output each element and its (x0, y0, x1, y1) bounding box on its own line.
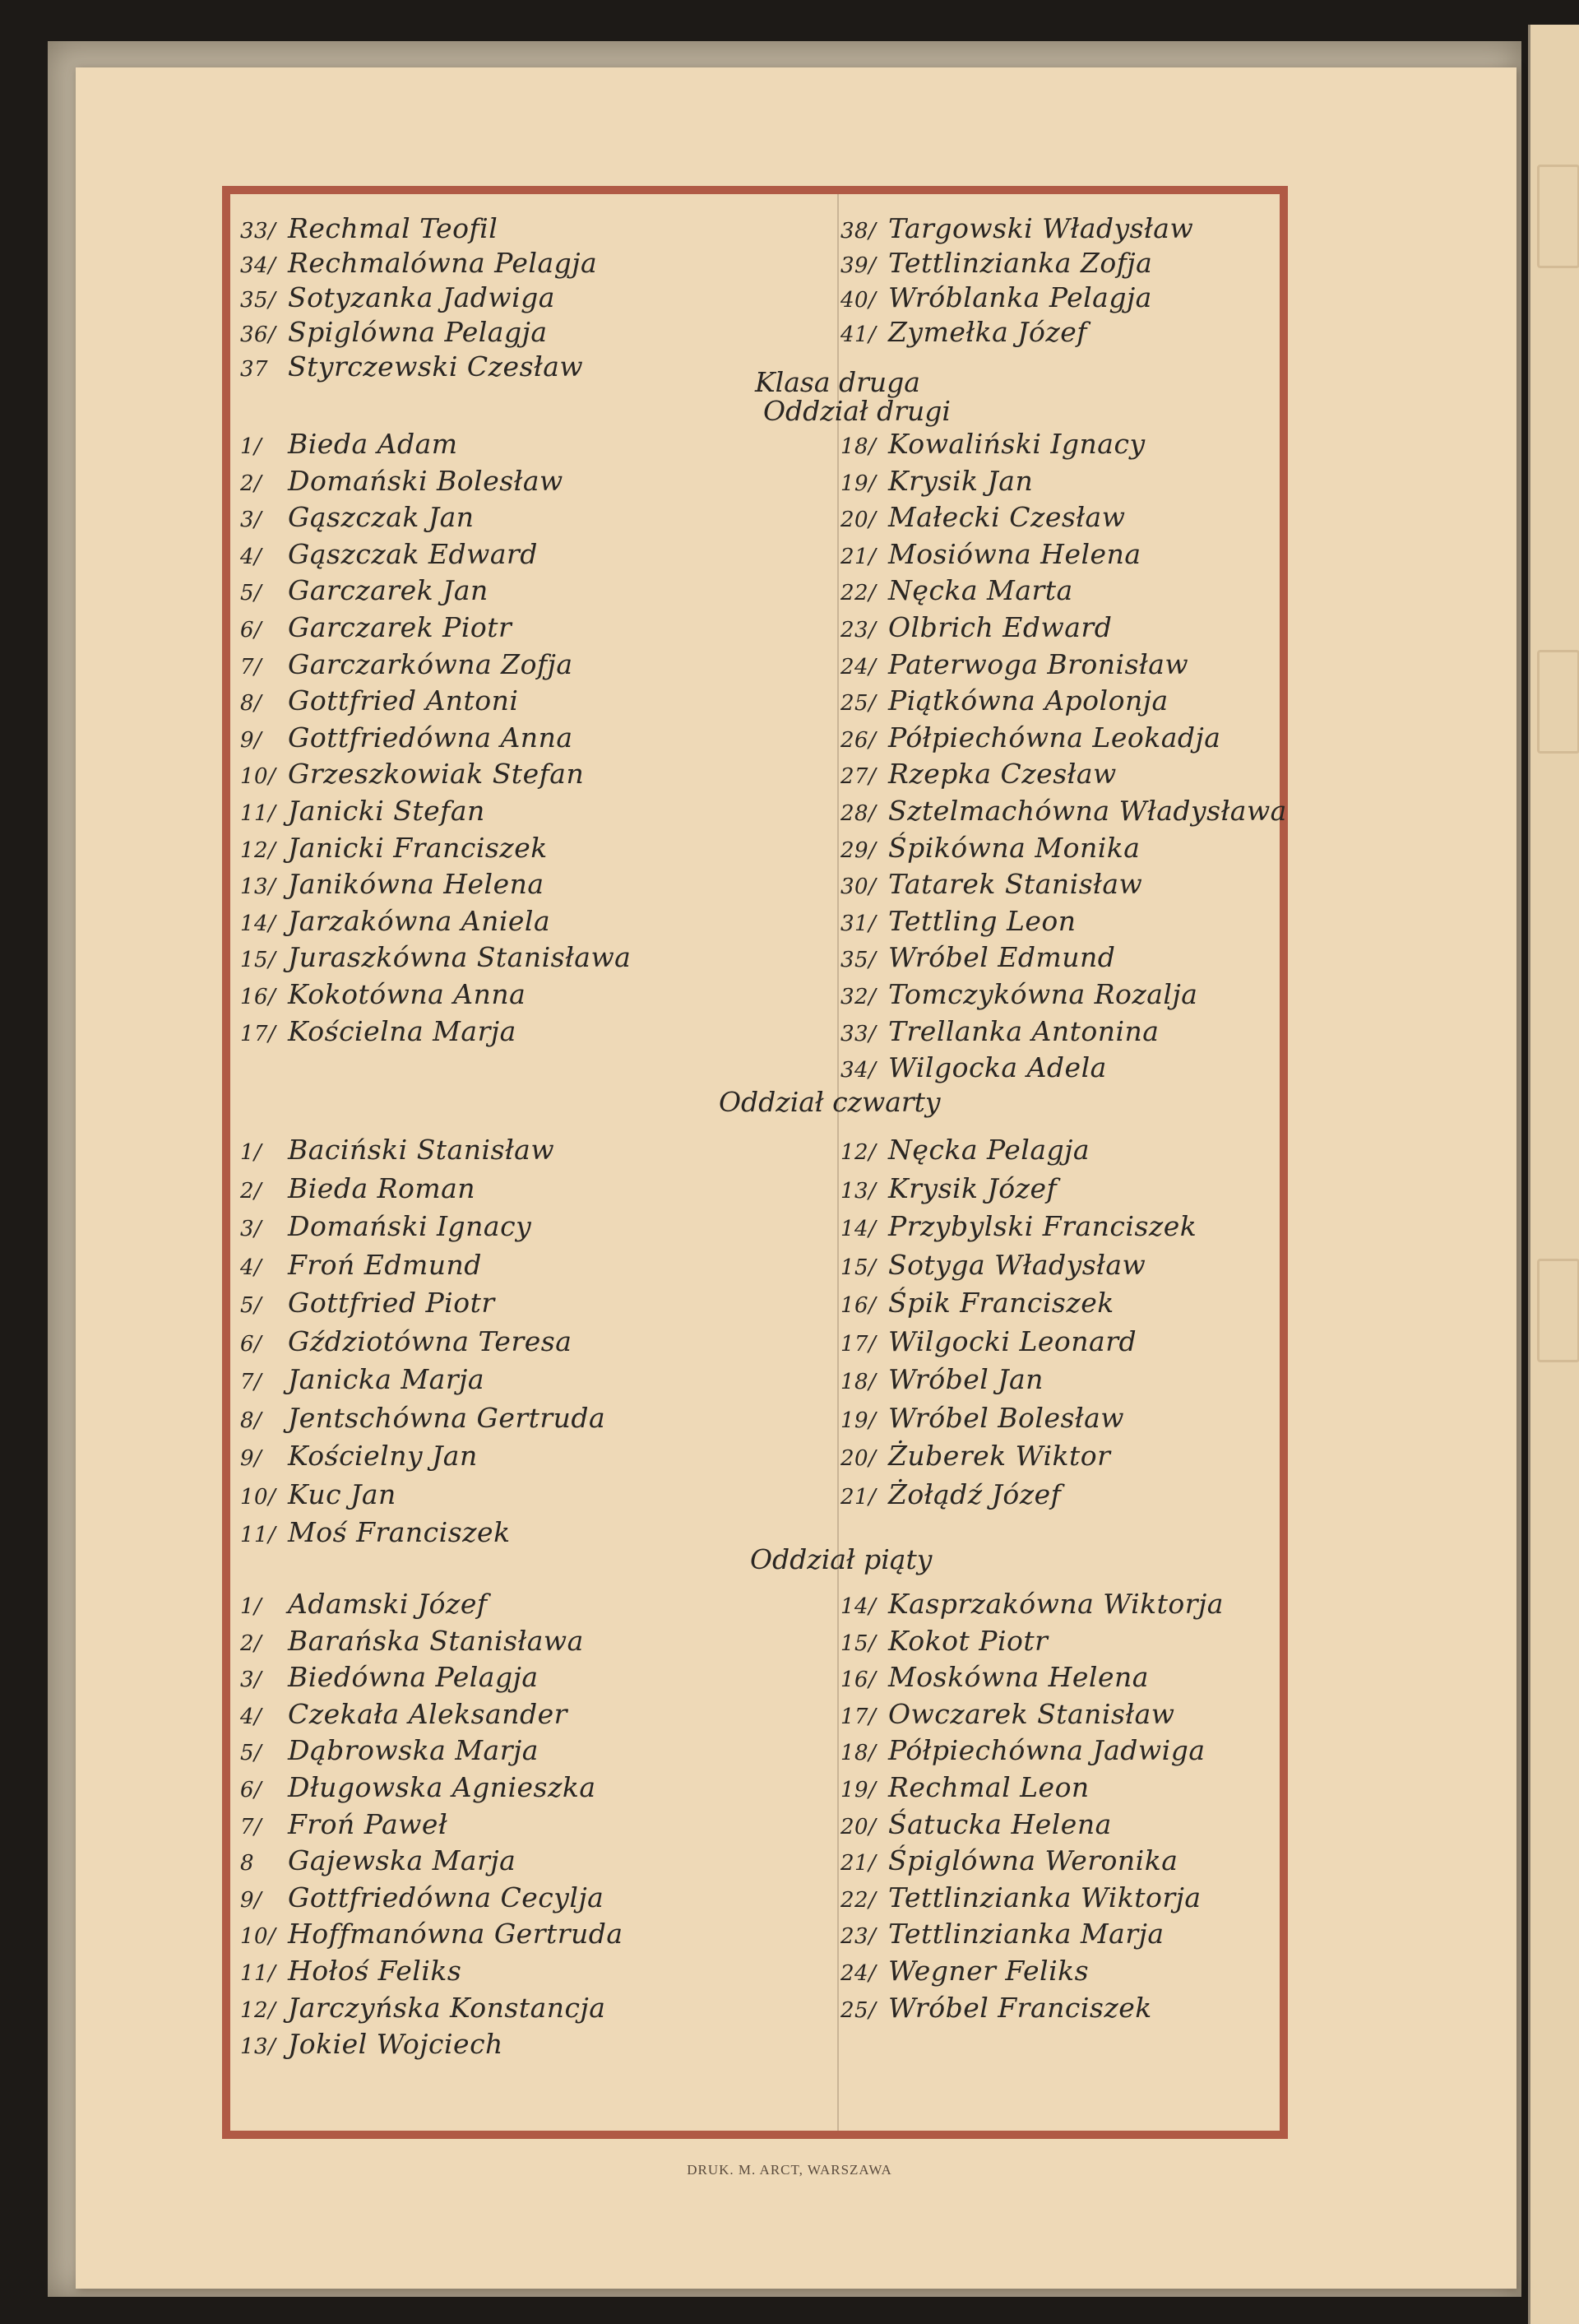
entry-number: 35/ (840, 948, 877, 973)
bleed-through-ornament (1537, 165, 1579, 268)
student-entry (840, 684, 1169, 720)
student-name: Nęcka Marta (888, 574, 1073, 607)
student-name: Wegner Feliks (888, 1955, 1090, 1987)
section-heading-oddzial-drugi: Oddział drugi (763, 395, 951, 427)
student-name: Domański Ignacy (288, 1210, 532, 1242)
student-entry (240, 1402, 605, 1437)
student-name: Baciński Stanisław (288, 1134, 555, 1166)
entry-number: 6/ (240, 1778, 262, 1802)
student-entry (840, 611, 1112, 647)
student-entry (840, 1661, 1149, 1696)
student-entry (240, 538, 538, 573)
student-name: Kasprzakówna Wiktorja (888, 1588, 1224, 1620)
student-name: Sztelmachówna Władysława (888, 795, 1287, 827)
student-entry (840, 795, 1287, 830)
entry-number: 14/ (840, 1594, 877, 1619)
student-entry (840, 832, 1140, 867)
entry-number: 1/ (240, 434, 262, 459)
student-entry (840, 1955, 1089, 1990)
student-name: Jarczyńska Konstancja (288, 1991, 606, 2024)
printer-imprint: DRUK. M. ARCT, WARSZAWA (687, 2162, 892, 2178)
entry-number: 39/ (840, 253, 877, 278)
student-entry (240, 1015, 516, 1051)
entry-number: 33/ (240, 219, 276, 244)
student-name: Przybylski Franciszek (888, 1210, 1197, 1242)
student-name: Krysik Józef (888, 1171, 1058, 1204)
student-entry (840, 868, 1142, 903)
student-name: Froń Edmund (288, 1248, 482, 1281)
student-name: Śpikówna Monika (888, 831, 1141, 864)
student-entry (840, 978, 1197, 1014)
student-name: Tettlinzianka Marja (888, 1918, 1165, 1951)
student-entry (840, 1249, 1146, 1284)
student-name: Kokotówna Anna (288, 978, 526, 1010)
student-entry (240, 1881, 604, 1917)
entry-number: 9/ (240, 727, 262, 753)
student-name: Gąszczak Jan (288, 501, 475, 534)
student-entry (840, 574, 1073, 610)
student-name: Śpik Franciszek (888, 1287, 1114, 1319)
entry-number: 7/ (240, 1814, 262, 1839)
entry-number: 5/ (240, 1293, 262, 1318)
entry-number: 2/ (240, 1631, 262, 1656)
student-name: Półpiechówna Jadwiga (888, 1734, 1206, 1767)
entry-number: 38/ (840, 219, 877, 244)
student-entry (840, 721, 1220, 757)
entry-number: 8/ (240, 691, 262, 717)
student-name: Olbrich Edward (888, 611, 1113, 643)
entry-number: 12/ (840, 1140, 877, 1165)
student-entry (840, 1402, 1124, 1437)
student-name: Gottfried Piotr (288, 1287, 495, 1319)
student-name: Jarzakówna Aniela (288, 904, 551, 937)
student-entry (840, 1172, 1057, 1208)
student-entry (240, 1955, 461, 1990)
entry-number: 7/ (240, 654, 262, 680)
student-name: Styrczewski Czesław (288, 350, 584, 383)
student-entry (240, 868, 544, 903)
student-name: Gottfried Antoni (288, 684, 519, 717)
facing-page-edge (1528, 25, 1579, 2324)
entry-number: 1/ (240, 1594, 262, 1619)
student-entry (240, 212, 498, 248)
entry-number: 35/ (240, 288, 276, 313)
student-entry (240, 721, 573, 757)
student-entry (840, 1808, 1112, 1844)
student-entry (240, 501, 475, 536)
column-divider (837, 194, 839, 2131)
student-entry (240, 1698, 567, 1733)
entry-number: 10/ (240, 1484, 276, 1510)
bleed-through-ornament (1537, 650, 1579, 754)
student-name: Tettlinzianka Zofja (888, 247, 1153, 279)
entry-number: 13/ (240, 874, 276, 900)
entry-number: 13/ (240, 2034, 276, 2060)
entry-number: 22/ (840, 581, 877, 606)
section-heading-oddzial-piaty: Oddział piąty (750, 1543, 933, 1575)
student-name: Kościelna Marja (288, 1014, 516, 1047)
student-name: Janicki Franciszek (288, 831, 548, 864)
entry-number: 9/ (240, 1887, 262, 1913)
entry-number: 17/ (840, 1331, 877, 1357)
entry-number: 18/ (840, 434, 877, 459)
student-name: Śpiglówna Weronika (888, 1844, 1178, 1877)
student-entry (840, 941, 1115, 976)
student-entry (240, 281, 555, 317)
student-entry (240, 1287, 495, 1322)
student-name: Spiglówna Pelagja (288, 316, 548, 348)
student-name: Owczarek Stanisław (888, 1697, 1175, 1730)
student-entry (240, 978, 526, 1014)
entry-number: 20/ (840, 508, 877, 533)
student-name: Piątkówna Apolonja (888, 684, 1169, 717)
student-name: Domański Bolesław (288, 464, 563, 497)
student-entry (840, 1771, 1090, 1807)
student-name: Rzepka Czesław (888, 758, 1117, 791)
entry-number: 10/ (240, 764, 276, 790)
entry-number: 13/ (840, 1178, 877, 1204)
student-name: Gździotówna Teresa (288, 1324, 572, 1357)
student-entry (840, 1478, 1061, 1514)
student-name: Grzeszkowiak Stefan (288, 758, 585, 791)
student-name: Wróbel Bolesław (888, 1401, 1125, 1434)
entry-number: 12/ (240, 837, 276, 863)
entry-number: 1/ (240, 1140, 262, 1165)
entry-number: 7/ (240, 1370, 262, 1394)
student-name: Janicka Marja (288, 1363, 484, 1395)
entry-number: 18/ (840, 1370, 877, 1394)
student-name: Moś Franciszek (288, 1516, 511, 1548)
student-entry (240, 428, 458, 463)
student-name: Małecki Czesław (888, 501, 1126, 534)
student-name: Janicki Stefan (288, 795, 485, 827)
entry-number: 5/ (240, 1741, 262, 1766)
entry-number: 25/ (840, 1997, 877, 2023)
student-name: Garczarek Piotr (288, 611, 512, 643)
student-name: Juraszkówna Stanisława (288, 941, 632, 974)
entry-number: 4/ (240, 1255, 262, 1280)
entry-number: 15/ (240, 948, 276, 973)
entry-number: 6/ (240, 1331, 262, 1357)
entry-number: 20/ (840, 1814, 877, 1839)
entry-number: 17/ (840, 1704, 877, 1729)
student-entry (840, 648, 1188, 684)
student-name: Krysik Jan (888, 464, 1034, 497)
student-entry (240, 684, 518, 720)
student-name: Bieda Adam (288, 428, 458, 460)
section-heading-oddzial-czwarty: Oddział czwarty (719, 1086, 941, 1118)
entry-number: 29/ (840, 837, 877, 863)
student-name: Adamski Józef (288, 1588, 488, 1620)
entry-number: 36/ (240, 322, 276, 347)
entry-number: 41/ (840, 322, 877, 347)
student-name: Barańska Stanisława (288, 1624, 584, 1657)
student-entry (240, 1363, 484, 1399)
student-entry (240, 941, 631, 976)
student-entry (840, 1881, 1202, 1917)
student-name: Kuc Jan (288, 1477, 396, 1510)
entry-number: 30/ (840, 874, 877, 900)
student-entry (240, 1992, 605, 2027)
entry-number: 3/ (240, 508, 262, 533)
entry-number: 11/ (240, 1961, 276, 1986)
student-name: Sotyzanka Jadwiga (288, 281, 555, 313)
entry-number: 2/ (240, 1178, 262, 1204)
entry-number: 40/ (840, 288, 877, 313)
student-name: Tettlinzianka Wiktorja (888, 1881, 1202, 1913)
student-entry (840, 281, 1152, 317)
student-name: Nęcka Pelagja (888, 1134, 1090, 1166)
entry-number: 2/ (240, 471, 262, 496)
student-name: Garczarkówna Zofja (288, 647, 573, 680)
entry-number: 31/ (840, 911, 877, 936)
student-name: Rechmal Teofil (288, 212, 498, 244)
student-entry (240, 905, 550, 940)
student-entry (840, 1325, 1137, 1361)
entry-number: 37 (240, 357, 269, 382)
student-name: Zymełka Józef (888, 316, 1087, 348)
entry-number: 34/ (240, 253, 276, 278)
entry-number: 16/ (840, 1668, 877, 1693)
entry-number: 22/ (840, 1887, 877, 1913)
entry-number: 34/ (840, 1058, 877, 1083)
student-entry (840, 1698, 1175, 1733)
entry-number: 23/ (840, 618, 877, 642)
entry-number: 4/ (240, 1704, 262, 1729)
entry-number: 19/ (840, 1778, 877, 1802)
student-entry (240, 316, 548, 351)
entry-number: 20/ (840, 1446, 877, 1471)
student-name: Hoffmanówna Gertruda (288, 1918, 623, 1951)
student-name: Tettling Leon (888, 904, 1077, 937)
student-entry (240, 832, 548, 867)
entry-number: 18/ (840, 1741, 877, 1766)
student-name: Półpiechówna Leokadja (888, 721, 1221, 754)
student-entry (240, 574, 489, 610)
entry-number: 15/ (840, 1631, 877, 1656)
student-name: Gottfriedówna Cecylja (288, 1881, 604, 1913)
student-name: Czekała Aleksander (288, 1697, 567, 1730)
student-entry (840, 538, 1141, 573)
student-entry (240, 1172, 475, 1208)
student-entry (840, 1051, 1107, 1087)
entry-number: 26/ (840, 727, 877, 753)
student-entry (840, 1588, 1224, 1623)
student-name: Tomczykówna Rozalja (888, 978, 1198, 1010)
student-entry (240, 611, 512, 647)
student-name: Rechmal Leon (888, 1771, 1090, 1803)
student-entry (240, 758, 584, 793)
student-entry (240, 1661, 539, 1696)
student-name: Hołoś Feliks (288, 1955, 462, 1987)
student-name: Moskówna Helena (888, 1661, 1149, 1694)
entry-number: 27/ (840, 764, 877, 790)
student-name: Paterwoga Bronisław (888, 647, 1189, 680)
entry-number: 15/ (840, 1255, 877, 1280)
entry-number: 8/ (240, 1408, 262, 1433)
entry-number: 10/ (240, 1924, 276, 1950)
student-entry (240, 648, 573, 684)
entry-number: 11/ (240, 1523, 276, 1547)
student-entry (840, 1625, 1048, 1660)
student-entry (240, 1478, 396, 1514)
entry-number: 19/ (840, 1408, 877, 1433)
entry-number: 24/ (840, 1961, 877, 1986)
student-entry (840, 1015, 1159, 1051)
student-name: Wilgocki Leonard (888, 1324, 1137, 1357)
entry-number: 21/ (840, 1851, 877, 1876)
student-entry (240, 1249, 482, 1284)
student-name: Jentschówna Gertruda (288, 1401, 606, 1434)
student-name: Dąbrowska Marja (288, 1734, 539, 1767)
entry-number: 23/ (840, 1924, 877, 1950)
student-name: Wróbel Jan (888, 1363, 1044, 1395)
student-entry (840, 758, 1117, 793)
student-name: Wróbel Franciszek (888, 1991, 1152, 2024)
student-entry (840, 1992, 1152, 2027)
student-name: Sotyga Władysław (888, 1248, 1146, 1281)
student-entry (240, 1771, 596, 1807)
student-entry (840, 1844, 1178, 1880)
entry-number: 32/ (840, 985, 877, 1009)
student-entry (240, 1516, 511, 1552)
entry-number: 9/ (240, 1446, 262, 1471)
student-name: Żołądź Józef (888, 1477, 1062, 1510)
student-name: Jokiel Wojciech (288, 2028, 503, 2061)
entry-number: 21/ (840, 544, 877, 569)
student-name: Gajewska Marja (288, 1844, 516, 1877)
student-entry (840, 1287, 1114, 1322)
student-entry (240, 465, 563, 500)
student-name: Mosiówna Helena (888, 537, 1141, 570)
student-name: Kowaliński Ignacy (888, 428, 1146, 460)
student-entry (840, 1134, 1090, 1169)
entry-number: 4/ (240, 544, 262, 569)
entry-number: 16/ (240, 985, 276, 1009)
entry-number: 25/ (840, 691, 877, 717)
student-name: Kokot Piotr (888, 1624, 1049, 1657)
student-name: Gąszczak Edward (288, 537, 538, 570)
entry-number: 33/ (840, 1021, 877, 1046)
student-entry (840, 247, 1152, 282)
student-entry (840, 316, 1087, 351)
student-entry (240, 350, 583, 386)
entry-number: 11/ (240, 801, 276, 826)
student-entry (840, 1440, 1110, 1475)
student-name: Wróblanka Pelagja (888, 281, 1152, 313)
student-entry (840, 428, 1146, 463)
student-entry (840, 501, 1125, 536)
student-name: Żuberek Wiktor (888, 1440, 1111, 1472)
entry-number: 3/ (240, 1668, 262, 1693)
student-name: Wróbel Edmund (888, 941, 1116, 974)
entry-number: 24/ (840, 654, 877, 680)
entry-number: 14/ (840, 1217, 877, 1241)
student-entry (240, 1918, 623, 1953)
entry-number: 6/ (240, 618, 262, 642)
student-entry (240, 247, 597, 282)
entry-number: 16/ (840, 1293, 877, 1318)
entry-number: 17/ (240, 1021, 276, 1046)
student-entry (840, 212, 1193, 248)
student-entry (240, 1588, 488, 1623)
entry-number: 3/ (240, 1217, 262, 1241)
bleed-through-ornament (1537, 1259, 1579, 1362)
student-name: Janikówna Helena (288, 868, 544, 901)
student-entry (840, 1918, 1165, 1953)
student-name: Targowski Władysław (888, 212, 1194, 244)
student-name: Biedówna Pelagja (288, 1661, 539, 1694)
student-name: Śatucka Helena (888, 1807, 1112, 1840)
student-name: Tatarek Stanisław (888, 868, 1143, 901)
student-entry (240, 1134, 554, 1169)
class-heading: Klasa druga (755, 366, 920, 398)
student-entry (240, 1325, 572, 1361)
entry-number: 12/ (240, 1997, 276, 2023)
student-name: Garczarek Jan (288, 574, 489, 607)
entry-number: 8 (240, 1851, 255, 1876)
student-entry (240, 795, 485, 830)
student-name: Kościelny Jan (288, 1440, 478, 1472)
student-name: Rechmalówna Pelagja (288, 247, 598, 279)
student-entry (840, 1734, 1206, 1770)
student-entry (240, 1440, 478, 1475)
student-entry (240, 1808, 447, 1844)
entry-number: 28/ (840, 801, 877, 826)
student-entry (840, 1210, 1197, 1245)
student-entry (240, 1844, 516, 1880)
student-entry (240, 1625, 584, 1660)
student-entry (840, 1363, 1044, 1399)
student-entry (240, 1210, 531, 1245)
student-entry (240, 1734, 539, 1770)
entry-number: 19/ (840, 471, 877, 496)
student-name: Froń Paweł (288, 1807, 448, 1840)
entry-number: 14/ (240, 911, 276, 936)
student-name: Bieda Roman (288, 1171, 476, 1204)
student-entry (240, 2028, 503, 2063)
entry-number: 21/ (840, 1484, 877, 1510)
student-name: Gottfriedówna Anna (288, 721, 573, 754)
student-entry (840, 465, 1033, 500)
student-name: Trellanka Antonina (888, 1014, 1160, 1047)
student-entry (840, 905, 1077, 940)
student-name: Długowska Agnieszka (288, 1771, 596, 1803)
student-name: Wilgocka Adela (888, 1051, 1107, 1084)
entry-number: 5/ (240, 581, 262, 606)
